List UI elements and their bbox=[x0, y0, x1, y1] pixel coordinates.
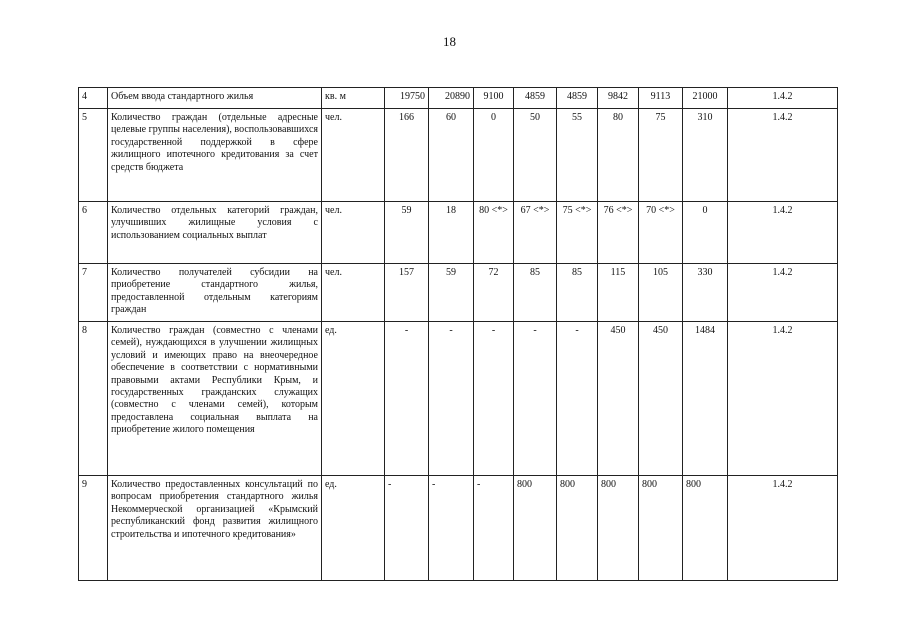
value-cell: - bbox=[429, 322, 474, 476]
value-cell: 59 bbox=[385, 202, 429, 264]
value-cell: 450 bbox=[598, 322, 639, 476]
value-cell: 9113 bbox=[639, 88, 683, 109]
row-number: 4 bbox=[79, 88, 108, 109]
unit: ед. bbox=[322, 322, 385, 476]
unit: чел. bbox=[322, 202, 385, 264]
value-cell: - bbox=[429, 476, 474, 581]
value-cell: 0 bbox=[474, 109, 514, 202]
value-cell: 330 bbox=[683, 264, 728, 322]
value-cell: 450 bbox=[639, 322, 683, 476]
program-code: 1.4.2 bbox=[728, 264, 838, 322]
value-cell: 0 bbox=[683, 202, 728, 264]
value-cell: - bbox=[514, 322, 557, 476]
value-cell: 70 <*> bbox=[639, 202, 683, 264]
value-cell: 19750 bbox=[385, 88, 429, 109]
program-code: 1.4.2 bbox=[728, 476, 838, 581]
value-cell: 72 bbox=[474, 264, 514, 322]
value-cell: 166 bbox=[385, 109, 429, 202]
program-code: 1.4.2 bbox=[728, 322, 838, 476]
value-cell: 60 bbox=[429, 109, 474, 202]
value-cell: 4859 bbox=[557, 88, 598, 109]
value-cell: 55 bbox=[557, 109, 598, 202]
value-cell: - bbox=[385, 322, 429, 476]
value-cell: 75 <*> bbox=[557, 202, 598, 264]
table-row bbox=[79, 322, 838, 476]
indicators-table bbox=[78, 87, 838, 581]
value-cell: 310 bbox=[683, 109, 728, 202]
value-cell: 18 bbox=[429, 202, 474, 264]
value-cell: 800 bbox=[598, 476, 639, 581]
page-number: 18 bbox=[443, 34, 456, 49]
row-number: 7 bbox=[79, 264, 108, 322]
value-cell: 50 bbox=[514, 109, 557, 202]
unit: чел. bbox=[322, 264, 385, 322]
value-cell: 59 bbox=[429, 264, 474, 322]
value-cell: 9100 bbox=[474, 88, 514, 109]
value-cell: 9842 bbox=[598, 88, 639, 109]
value-cell: 4859 bbox=[514, 88, 557, 109]
program-code: 1.4.2 bbox=[728, 109, 838, 202]
table-row bbox=[79, 88, 838, 109]
value-cell: 85 bbox=[557, 264, 598, 322]
row-number: 8 bbox=[79, 322, 108, 476]
value-cell: 75 bbox=[639, 109, 683, 202]
unit: ед. bbox=[322, 476, 385, 581]
row-number: 9 bbox=[79, 476, 108, 581]
value-cell: - bbox=[474, 322, 514, 476]
table-row bbox=[79, 109, 838, 202]
value-cell: 80 bbox=[598, 109, 639, 202]
value-cell: 800 bbox=[639, 476, 683, 581]
table-row bbox=[79, 264, 838, 322]
indicator-name: Количество получателей субсидии на приобретение стандартного жилья, предоставленной отдельным категориям граждан bbox=[108, 264, 322, 322]
unit: кв. м bbox=[322, 88, 385, 109]
value-cell: 67 <*> bbox=[514, 202, 557, 264]
value-cell: 115 bbox=[598, 264, 639, 322]
program-code: 1.4.2 bbox=[728, 88, 838, 109]
value-cell: 76 <*> bbox=[598, 202, 639, 264]
indicator-name: Количество граждан (совместно с членами семей), нуждающихся в улучшении жилищных условий и имеющих право на внеочередное обеспечение в соответствии с нормативными правовыми актами Республики Крым, и государственных гражданских служащих (совместно с членами семей), которым предоставлена социальная выплата на приобретение жилого помещения bbox=[108, 322, 322, 476]
row-number: 5 bbox=[79, 109, 108, 202]
value-cell: 20890 bbox=[429, 88, 474, 109]
value-cell: 21000 bbox=[683, 88, 728, 109]
indicator-name: Количество отдельных категорий граждан, улучшивших жилищные условия с использованием социальных выплат bbox=[108, 202, 322, 264]
value-cell: 85 bbox=[514, 264, 557, 322]
value-cell: 800 bbox=[683, 476, 728, 581]
value-cell: 800 bbox=[514, 476, 557, 581]
value-cell: 157 bbox=[385, 264, 429, 322]
indicator-name: Количество предоставленных консультаций по вопросам приобретения стандартного жилья Некоммерческой организацией «Крымский республиканский фонд развития жилищного строительства и ипотечного кредитования» bbox=[108, 476, 322, 581]
row-number: 6 bbox=[79, 202, 108, 264]
value-cell: 80 <*> bbox=[474, 202, 514, 264]
program-code: 1.4.2 bbox=[728, 202, 838, 264]
value-cell: - bbox=[385, 476, 429, 581]
value-cell: 1484 bbox=[683, 322, 728, 476]
value-cell: - bbox=[557, 322, 598, 476]
indicator-name: Объем ввода стандартного жилья bbox=[108, 88, 322, 109]
table-row bbox=[79, 202, 838, 264]
value-cell: 105 bbox=[639, 264, 683, 322]
indicator-name: Количество граждан (отдельные адресные целевые группы населения), воспользовавшихся государственной поддержкой в сфере жилищного ипотечного кредитования за счет средств бюджета bbox=[108, 109, 322, 202]
value-cell: - bbox=[474, 476, 514, 581]
table-row bbox=[79, 476, 838, 581]
unit: чел. bbox=[322, 109, 385, 202]
value-cell: 800 bbox=[557, 476, 598, 581]
